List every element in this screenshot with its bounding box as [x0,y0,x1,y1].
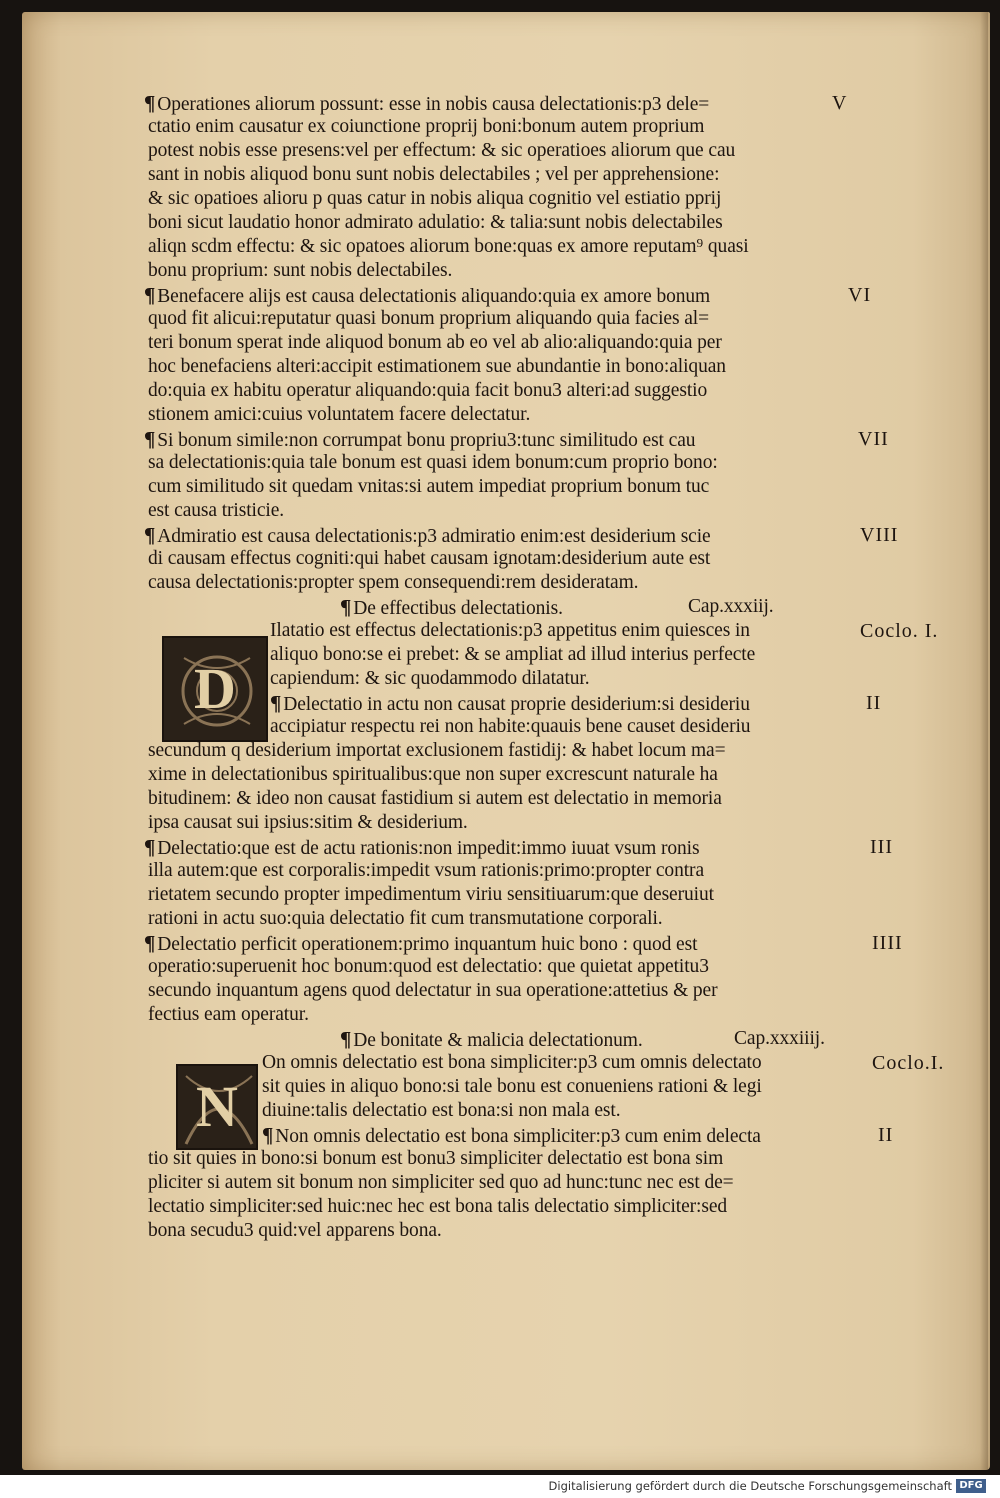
text-line: rietatem secundo propter impedimentum viriu sensitiuarum:que deseruiut [148,884,714,905]
pilcrow-icon: ¶ [340,595,352,619]
margin-number: VI [848,284,872,306]
text-line: aliqn scdm effectu: & sic opatoes aliorum bone:quas ex amore reputam⁹ quasi [148,236,749,257]
text-line: lectatio simpliciter:sed huic:nec hec est bona talis delectatio simpliciter:sed [148,1196,728,1217]
margin-number: Coclo.I. [872,1052,945,1074]
text-line: ¶ Si bonum simile:non corrumpat bonu propriu3:tunc similitudo est cau [144,427,696,451]
text-line: boni sicut laudatio honor admirato adulatio: & talia:sunt nobis delectabiles [148,212,723,233]
footer-bar [0,1475,1000,1498]
text-line: tio sit quies in bono:si bonum est bonu3 simpliciter delectatio est bona sim [148,1148,724,1169]
text-line: ¶ Benefacere alijs est causa delectationis aliquando:quia ex amore bonum [144,283,711,307]
text-line: ¶ Delectatio perficit operationem:primo inquantum huic bono : quod est [144,931,698,955]
text-line: potest nobis esse presens:vel per effectum: & sic operatioes aliorum que cau [148,140,736,161]
pilcrow-icon: ¶ [340,1027,352,1051]
margin-number: II [878,1124,894,1146]
pilcrow-icon: ¶ [144,427,156,451]
text-line: operatio:superuenit hoc bonum:quod est delectatio: que quietat appetitu3 [148,956,709,977]
digitization-credit: Digitalisierung gefördert durch die Deutsche Forschungsgemeinschaft [548,1479,952,1493]
pilcrow-icon: ¶ [144,835,156,859]
dfg-logo[interactable]: DFG [956,1479,986,1493]
text-line: pliciter si autem sit bonum non simpliciter sed quo ad hunc:tunc nec est de= [148,1172,734,1193]
text-line: aliquo bono:se ei prebet: & se ampliat ad illud interius perfecte [270,644,756,665]
text-line: quod fit alicui:reputatur quasi bonum proprium aliquando quia facies al= [148,308,710,329]
text-line: stionem amici:cuius voluntatem facere delectatur. [148,404,531,425]
page-edge-shadow [980,12,988,1470]
text-line: sant in nobis aliquod bonu sunt nobis delectabiles ; vel per apprehensione: [148,164,720,185]
book-page [22,12,990,1470]
decorated-initial-n [176,1064,258,1150]
text-line: bona secudu3 quid:vel apparens bona. [148,1220,442,1241]
text-line: ctatio enim causatur ex coiunctione proprij boni:bonum autem proprium [148,116,705,137]
text-line: secundum q desiderium importat exclusionem fastidij: & habet locum ma= [148,740,726,761]
text-line: capiendum: & sic quodammodo dilatatur. [270,668,590,689]
text-line: hoc benefaciens alteri:accipit estimationem sue abundantie in bono:aliquan [148,356,726,377]
text-line: ¶ Delectatio:que est de actu rationis:non impedit:immo iuuat vsum ronis [144,835,700,859]
chapter-number: Cap.xxxiiij. [734,1028,825,1049]
text-line: ¶ Operationes aliorum possunt: esse in nobis causa delectationis:p3 dele= [144,91,710,115]
text-line: rationi in actu suo:quia delectatio fit cum transmutatione corporali. [148,908,663,929]
chapter-heading: ¶ De effectibus delectationis. [340,595,563,619]
chapter-heading: ¶ De bonitate & malicia delectationum. [340,1027,643,1051]
text-line: diuine:talis delectatio est bona:si non mala est. [262,1100,621,1121]
initial-letter: N [196,1074,238,1139]
margin-number: Coclo. I. [860,620,939,642]
pilcrow-icon: ¶ [144,91,156,115]
pilcrow-icon: ¶ [262,1123,274,1147]
text-line: sit quies in aliquo bono:si tale bonu est conueniens rationi & legi [262,1076,762,1097]
text-line: ¶ Non omnis delectatio est bona simpliciter:p3 cum enim delecta [262,1123,761,1147]
text-line: bonu proprium: sunt nobis delectabiles. [148,260,453,281]
text-line: & sic opatioes alioru p quas catur in nobis aliqua cognitio vel estiatio pprij [148,188,722,209]
text-line: secundo inquantum agens quod delectatur in sua operatione:attetius & per [148,980,718,1001]
text-line: bitudinem: & ideo non causat fastidium si autem est delectatio in memoria [148,788,722,809]
text-line: xime in delectationibus spiritualibus:que non super excrescunt naturale ha [148,764,718,785]
text-line: illa autem:que est corporalis:impedit vsum rationis:primo:propter contra [148,860,704,881]
margin-number: II [866,692,882,714]
decorated-initial-d [162,636,268,742]
text-line: fectius eam operatur. [148,1004,309,1025]
margin-number: III [870,836,893,858]
margin-number: VIII [860,524,899,546]
pilcrow-icon: ¶ [270,691,282,715]
text-line: cum similitudo sit quedam vnitas:si autem impediat proprium bonum tuc [148,476,710,497]
margin-number: VII [858,428,889,450]
text-line: ipsa causat sui ipsius:sitim & desiderium. [148,812,468,833]
text-line: teri bonum sperat inde aliquod bonum ab eo vel ab alio:aliquando:quia per [148,332,722,353]
pilcrow-icon: ¶ [144,931,156,955]
text-line: causa delectationis:propter spem consequendi:rem desideratam. [148,572,639,593]
pilcrow-icon: ¶ [144,283,156,307]
text-line: est causa tristicie. [148,500,285,521]
pilcrow-icon: ¶ [144,523,156,547]
text-line: On omnis delectatio est bona simpliciter:p3 cum omnis delectato [262,1052,762,1073]
text-line: accipiatur respectu rei non habite:quauis bene causet desideriu [270,716,751,737]
text-line: Ilatatio est effectus delectationis:p3 appetitus enim quiesces in [270,620,750,641]
text-line: ¶ Delectatio in actu non causat proprie desiderium:si desideriu [270,691,750,715]
text-line: di causam effectus cogniti:qui habet causam ignotam:desiderium aute est [148,548,711,569]
margin-number: IIII [872,932,903,954]
text-line: do:quia ex habitu operatur aliquando:quia facit bonu3 alteri:ad suggestio [148,380,708,401]
text-line: sa delectationis:quia tale bonum est quasi idem bonum:cum proprio bono: [148,452,718,473]
initial-letter: D [194,656,236,721]
margin-number: V [832,92,848,114]
text-line: ¶ Admiratio est causa delectationis:p3 admiratio enim:est desiderium scie [144,523,711,547]
chapter-number: Cap.xxxiij. [688,596,774,617]
